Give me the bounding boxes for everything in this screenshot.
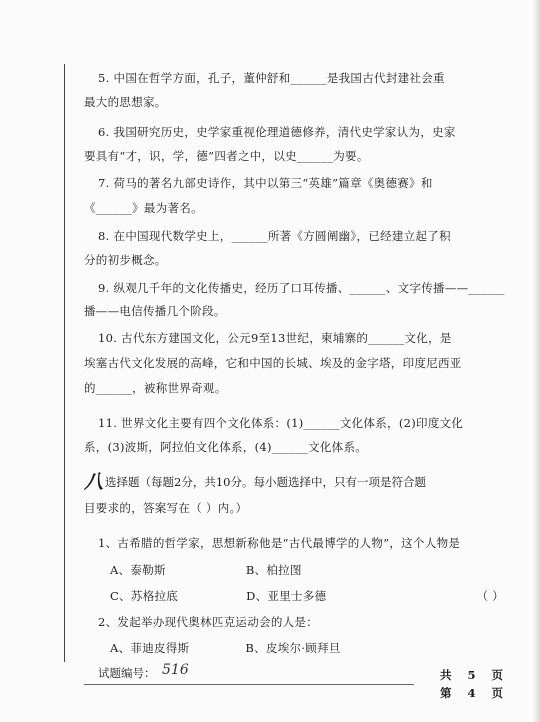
section-number: 八 <box>84 471 104 493</box>
question-6-line-2: 要具有“才，识，学，德”四者之中，以史______为要。 <box>84 149 369 163</box>
total-pages: 共 5 页 <box>440 668 510 682</box>
option-a: A、泰勒斯 <box>110 563 166 577</box>
choice-question-1-options-row-2 <box>110 586 530 606</box>
choice-question-1-stem: 1、古希腊的哲学家，思想新称他是“古代最博学的人物”，这个人物是 <box>98 536 461 550</box>
question-7-line-1: 7. 荷马的著名九部史诗作，其中以第三“英雄”篇章《奥德赛》和 <box>98 176 433 190</box>
question-9-line-1: 9. 纵观几千年的文化传播史，经历了口耳传播、______、文字传播——______ <box>98 281 505 295</box>
serial-label: 试题编号： <box>98 666 156 680</box>
question-9-line-2: 播——电信传播几个阶段。 <box>84 304 226 318</box>
section-instructions: 选择题（每题2分，共10分。每小题选择中，只有一项是符合题 <box>105 475 426 489</box>
question-8-line-2: 分的初步概念。 <box>84 253 167 267</box>
page-number: 第 4 页 <box>440 686 510 700</box>
choice-question-1-options-row-1 <box>110 560 530 580</box>
question-5-line-1: 5. 中国在哲学方面，孔子，董仲舒和______是我国古代封建社会重 <box>98 71 445 85</box>
option-b: B、皮埃尔·顾拜旦 <box>245 641 341 655</box>
option-a: A、菲迪皮得斯 <box>110 641 190 655</box>
question-8-line-1: 8. 在中国现代数学史上，______所著《方圆阐幽》，已经建立起了积 <box>98 229 451 243</box>
question-10-line-2: 埃塞古代文化发展的高峰，它和中国的长城、埃及的金字塔，印度尼西亚 <box>84 356 462 370</box>
question-7-line-2: 《______》最为著名。 <box>84 201 203 215</box>
footer-rule <box>84 684 414 685</box>
margin-rule <box>64 64 65 662</box>
question-11-line-1: 11. 世界文化主要有四个文化体系：(1)______文化体系，(2)印度文化 <box>98 416 464 430</box>
option-c: C、苏格拉底 <box>110 589 179 603</box>
question-11-line-2: 系，(3)波斯，阿拉伯文化体系，(4)______文化体系。 <box>84 440 368 454</box>
question-5-line-2: 最大的思想家。 <box>84 95 167 109</box>
option-b: B、柏拉图 <box>245 563 302 577</box>
question-10-line-3: 的______，被称世界奇观。 <box>84 381 227 395</box>
option-d: D、亚里士多德 <box>246 589 327 603</box>
serial-value: 516 <box>162 662 189 678</box>
question-6-line-1: 6. 我国研究历史，史学家重视伦理道德修养，清代史学家认为，史家 <box>98 125 456 139</box>
choice-question-2-stem: 2、发起举办现代奥林匹克运动会的人是： <box>98 615 319 629</box>
question-10-line-1: 10. 古代东方建国文化，公元9至13世纪，柬埔寨的______文化，是 <box>98 331 452 345</box>
section-instructions-line-2: 目要求的，答案写在（ ）内。） <box>84 501 248 515</box>
section-8-heading <box>84 471 536 493</box>
choice-question-2-options-row-1 <box>110 638 530 658</box>
answer-bracket: （ ） <box>476 589 504 603</box>
